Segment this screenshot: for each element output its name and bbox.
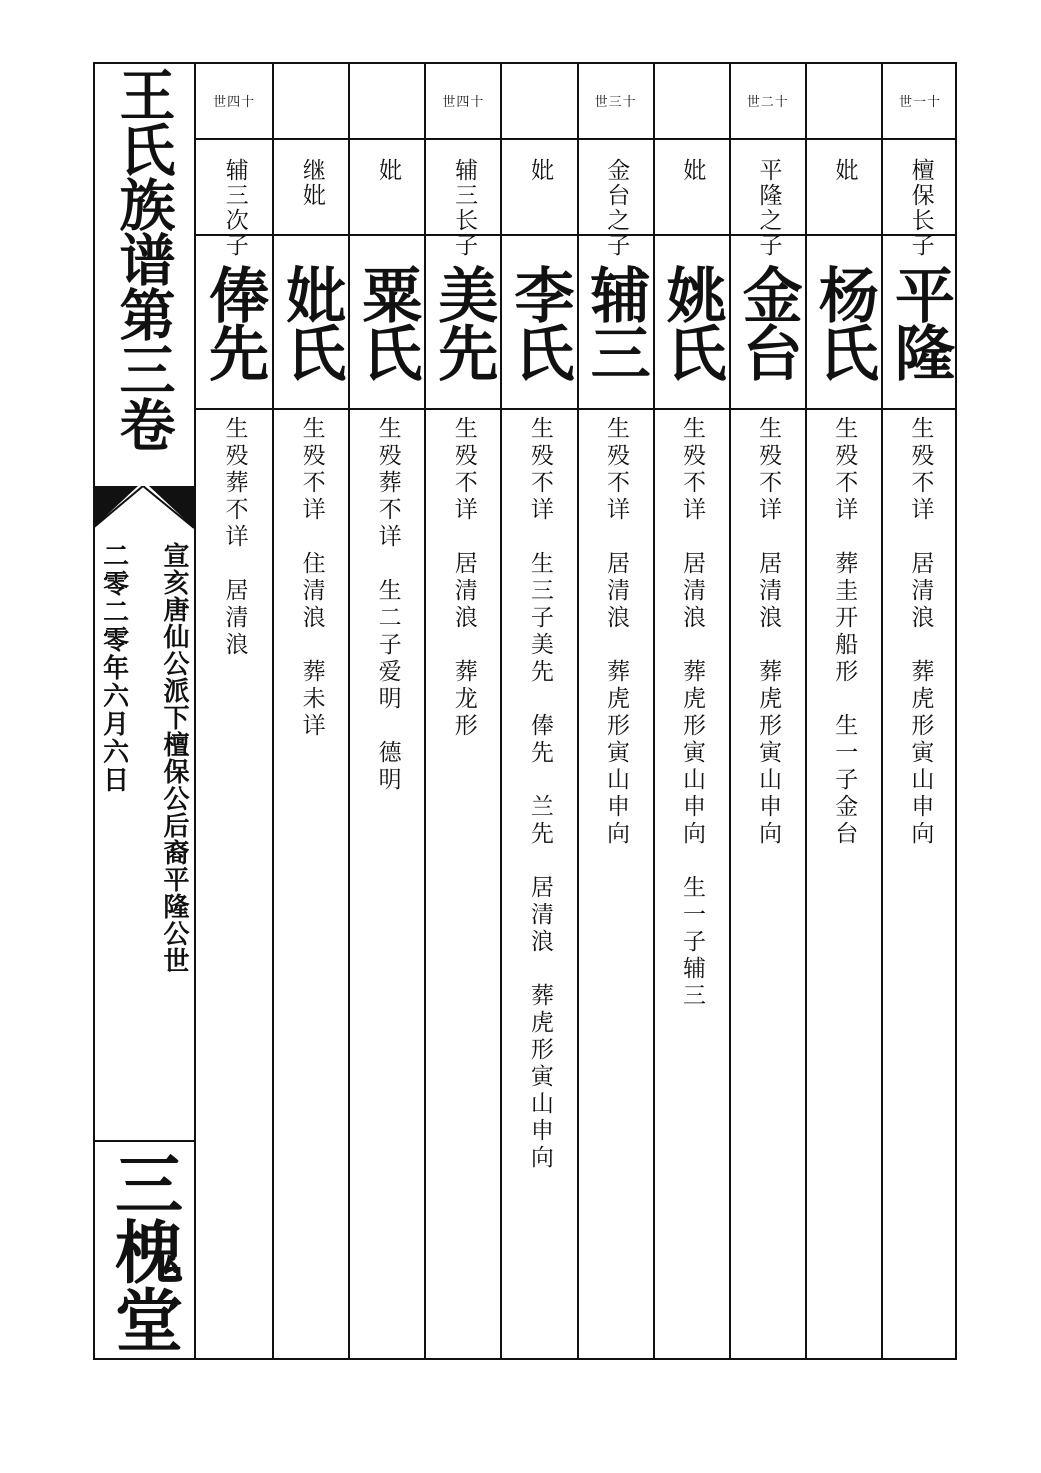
generation-cell [807,62,881,140]
generation-cell: 世四十 [426,62,500,140]
genealogy-columns [196,62,957,1360]
name-cell: 俸先 [196,236,272,410]
person-column [805,62,881,1360]
details-cell: 生殁不详 葬圭开船形 生一子金台 [831,416,858,848]
details-cell: 生殁不详 居清浪 葬虎形寅山申向 [907,416,934,848]
details-cell: 生殁不详 居清浪 葬虎形寅山申向 [602,416,629,848]
generation-cell: 世二十 [731,62,805,140]
person-column [424,62,500,1360]
relation-cell: 妣 [350,140,424,236]
details-cell: 生殁不详 居清浪 葬虎形寅山申向 [755,416,782,848]
name-cell: 粟氏 [350,236,424,410]
relation-cell: 金台之子 [579,140,653,236]
relation-cell: 妣 [807,140,881,236]
person-column [577,62,653,1360]
relation-cell: 继妣 [274,140,348,236]
generation-cell [350,62,424,140]
person-column [729,62,805,1360]
lineage-line: 宣亥唐仙公派下檀保公后裔平隆公世 [159,542,189,974]
spine-info [93,540,194,1140]
relation-cell: 辅三次子 [196,140,272,236]
chevron-divider-icon [93,486,194,540]
person-column [348,62,424,1360]
book-title: 王氏族谱第三卷 [110,66,177,451]
details-cell: 生殁不详 生三子美先 俸先 兰先 居清浪 葬虎形寅山申向 [526,416,553,1172]
spine [93,62,196,1360]
details-cell: 生殁不详 居清浪 葬虎形寅山申向 生一子辅三 [679,416,706,1010]
details-cell: 生殁不详 居清浪 葬龙形 [450,416,477,740]
person-column [196,62,272,1360]
person-column [500,62,576,1360]
person-column [653,62,729,1360]
details-cell: 生殁不详 住清浪 葬未详 [298,416,325,740]
name-cell: 妣氏 [274,236,348,410]
details-cell: 生殁葬不详 生二子爱明 德明 [374,416,401,794]
relation-cell: 妣 [655,140,729,236]
person-column [272,62,348,1360]
generation-cell [655,62,729,140]
name-cell: 辅三 [579,236,653,410]
name-cell: 美先 [426,236,500,410]
person-column [881,62,957,1360]
relation-cell: 檀保长子 [883,140,957,236]
name-cell: 杨氏 [807,236,881,410]
name-cell: 李氏 [502,236,576,410]
generation-cell: 世四十 [196,62,272,140]
name-cell: 姚氏 [655,236,729,410]
date-line: 二零二零年六月六日 [98,542,129,794]
relation-cell: 妣 [502,140,576,236]
relation-cell: 辅三长子 [426,140,500,236]
name-cell: 金台 [731,236,805,410]
details-cell: 生殁葬不详 居清浪 [221,416,248,659]
generation-cell [502,62,576,140]
name-cell: 平隆 [883,236,957,410]
hall-name: 三槐堂 [93,1140,194,1360]
generation-cell [274,62,348,140]
generation-cell: 世一十 [883,62,957,140]
relation-cell: 平隆之子 [731,140,805,236]
generation-cell: 世三十 [579,62,653,140]
